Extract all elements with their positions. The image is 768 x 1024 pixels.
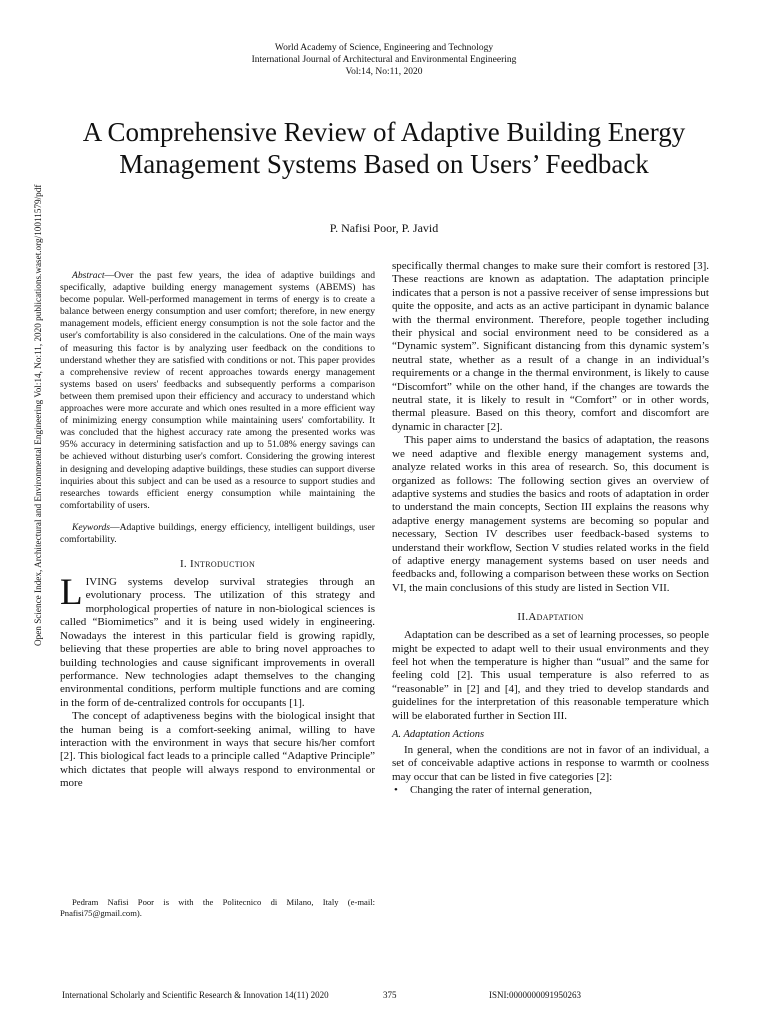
section-1-heading (60, 558, 375, 570)
footer-isni: ISNI:0000000091950263 (489, 990, 581, 1000)
side-index-note: Open Science Index, Architectural and Environmental Engineering Vol:14, No:11, 2020 publications.waset.org/10011579/pdf (33, 184, 43, 646)
paper-authors: P. Nafisi Poor, P. Javid (329, 221, 439, 235)
volume-line: Vol:14, No:11, 2020 (345, 67, 423, 77)
right-paragraph-1: specifically thermal changes to make sure their comfort is restored [3]. These reactions are known as adaptation. The adaptation principle indicates that a person is not a passive receiver of sense impressions but quite the opposite, and acts as an active participant in dynamic balance with the thermal environment. Therefore, people together including their physical and social environment need to be considered as a “Dynamic system”. Significant distancing from this dynamic system’s neutral state, whether as a result of a change in an individual’s requirements or a change in the thermal environment, is likely to cause “Discomfort” while on the other hand, if the changes are towards the neutral state, it is likely to result in “Comfort” or in other words, thermal pleasure. Based on this theory, comfort and discomfort are dynamic in character [2]. (392, 260, 709, 433)
intro-paragraph-2: The concept of adaptiveness begins with the biological insight that the human being is a comfort-seeking animal, willing to have interaction with the environment in ways that secure his/her comfort [2]. This biological fact leads to a principle called “Adaptive Principle” which dictates that people will always respond to environmental or more (60, 710, 375, 790)
section-1-title: Introduction (190, 558, 256, 571)
footer-journal: International Scholarly and Scientific Research & Innovation 14(11) 2020 (62, 990, 329, 1000)
abstract-label: Abstract (72, 270, 105, 281)
journal-header (0, 42, 768, 78)
abstract-dash: — (104, 270, 115, 281)
subsection-a-heading: A. Adaptation Actions (392, 729, 485, 740)
publisher-line: World Academy of Science, Engineering and Technology (274, 43, 494, 53)
paper-title: A Comprehensive Review of Adaptive Building Energy Management Systems Based on Users’ Feedback (82, 117, 686, 179)
section-2-heading (392, 611, 709, 623)
bullet-icon: • (394, 784, 398, 797)
section-1-number: I. (179, 558, 191, 571)
list-item-text: Changing the rater of internal generation, (410, 784, 593, 797)
page-number: 375 (383, 990, 397, 1000)
keywords-dash: — (110, 521, 120, 533)
abstract (60, 270, 375, 512)
intro-paragraph-1 (60, 572, 375, 710)
section-2-number: II. (517, 611, 529, 624)
drop-cap: L (60, 572, 83, 614)
list-item (392, 784, 709, 797)
keywords-text: Adaptive buildings, energy efficiency, intelligent buildings, user comfortability. (60, 521, 375, 545)
journal-name-line: International Journal of Architectural and Environmental Engineering (251, 55, 517, 65)
author-footnote: Pedram Nafisi Poor is with the Politecnico di Milano, Italy (e-mail: Pnafisi75@gmail.com). (60, 897, 375, 918)
section-2-title: Adaptation (528, 611, 584, 624)
right-column (392, 260, 709, 798)
keywords (60, 522, 375, 546)
adaptation-paragraph: Adaptation can be described as a set of learning processes, so people might be expected to adapt well to their usual environments and they feel hot when the temperature is higher than “usual” and the same for feeling cold [2]. This usual temperature is also referred to as “reasonable” in [2] and [4], and they tried to develop standards and guidelines for the interpretation of this reasonable temperature which will be elaborated further in Section III. (392, 629, 709, 722)
right-paragraph-2: This paper aims to understand the basics of adaptation, the reasons we need adaptive and flexible energy management systems and, analyze related works in this area of research. So, this document is organized as follows: The following section gives an overview of adaptive systems and studies the basics and roots of adaptation in order to understand the main concepts, Section III explains the reasons why adaptive energy management systems are becoming so popular and necessary, Section IV describes user feedback-based systems to understand their workflow, Section V studies related works in the field of adaptive energy management systems based on user needs and feedbacks and, following a comparison between these works on Section VI, the main conclusions of this study are listed in Section VII. (392, 434, 709, 594)
keywords-label: Keywords (72, 521, 111, 533)
abstract-text: Over the past few years, the idea of adaptive buildings and specifically, adaptive building energy management systems (ABEMS) has become popular. Well-performed management in terms of energy is to create a balance between energy consumption and user comfort; therefore, in new energy management models, efficient energy consumption is not the sole factor and the user's comfortability is also considered in the calculations. One of the main ways of measuring this factor is by analyzing user feedback on the conditions to understand whether they are satisfied with conditions or not. This paper provides a comprehensive review of recent approaches towards energy management systems based on users' feedbacks and subsequently performs a comparison between them premised upon their efficiency and accuracy to understand which approaches were more accurate and which ones resulted in a more efficient way of minimizing energy consumption while maintaining users' comfortability. It was concluded that the highest accuracy rate among the presented works was 95% accuracy in determining satisfaction and up to 51.08% energy savings can be achieved without disturbing user's comfort. Considering the growing interest in designing and developing adaptive buildings, these studies can support diverse inquiries about this subject and can be used as a resource to support studies and researches towards efficient energy consumption while maintaining the comfortability of users. (60, 270, 375, 511)
intro-paragraph-1-text: IVING systems develop survival strategies through an evolutionary process. The utilization of this strategy and morphological properties of nature in non-biological sciences is called “Biomimetics” and it is being used widely in engineering. Nowadays the interest in this particular field is growing rapidly, believing that these properties are able to bring novel approaches to building technologies and cause significant improvements in overall performance. New technologies adapt themselves to the changing environmental conditions, perform multiple functions and are coming in the form of de-centralized controls for occupants [1]. (60, 576, 375, 709)
left-column (60, 270, 375, 791)
adaptation-actions-paragraph: In general, when the conditions are not in favor of an individual, a set of conceivable adaptive actions in response to warmth or coolness may occur that can be listed in five categories [2]: (392, 744, 709, 783)
